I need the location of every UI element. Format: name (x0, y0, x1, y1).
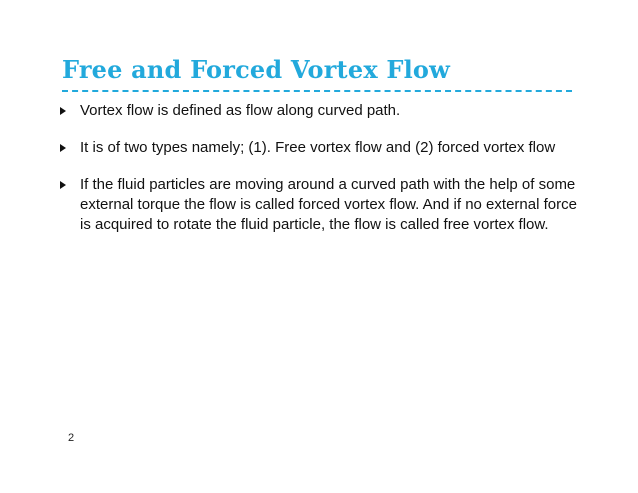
bullet-item (60, 138, 580, 158)
page-number: 2 (68, 432, 75, 444)
bullet-item (60, 175, 580, 235)
title-divider (62, 90, 572, 92)
bullet-text: Vortex flow is defined as flow along curved path. (80, 102, 401, 119)
triangle-right-icon (60, 144, 66, 152)
bullet-list (60, 101, 580, 235)
bullet-text: It is of two types namely; (1). Free vortex flow and (2) forced vortex flow (80, 139, 556, 156)
slide-title: Free and Forced Vortex Flow (62, 55, 451, 84)
triangle-right-icon (60, 107, 66, 115)
bullet-text: If the fluid particles are moving around a curved path with the help of some external torque the flow is called forced vortex flow. And if no external force is acquired to rotate the fluid particle, the flow is called free vortex flow. (80, 176, 577, 233)
bullet-item (60, 101, 580, 121)
triangle-right-icon (60, 181, 66, 189)
